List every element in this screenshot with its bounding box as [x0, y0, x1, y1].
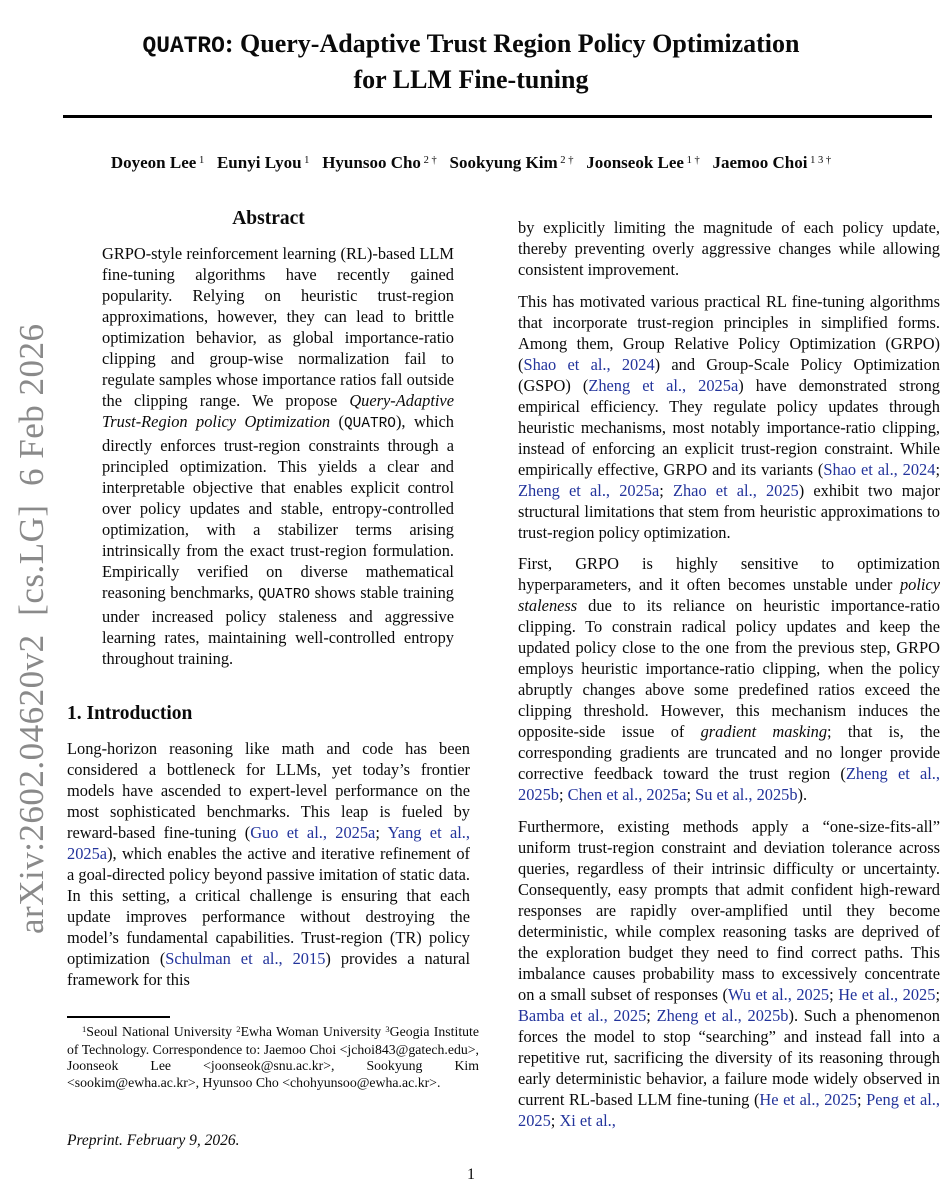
text-segment: ; [646, 1005, 657, 1025]
text-segment: QUATRO [258, 587, 311, 603]
text-segment: ) provides a natural framework for this [67, 949, 470, 989]
text-segment: ; [659, 480, 673, 500]
preprint-date-note: Preprint. February 9, 2026. [67, 1132, 240, 1149]
text-segment [309, 153, 322, 172]
abstract-body [102, 243, 454, 669]
text-segment: 3 [385, 1023, 390, 1034]
text-segment: Doyeon Lee [110, 153, 197, 172]
text-segment: Long-horizon reasoning like math and code has been considered a bottleneck for LLMs, yet today’s frontier models have ascended to expert-level performance on the most sophisticated benchmarks. This leap is fueled by reward-based fine-tuning ( [67, 739, 470, 842]
citation-link[interactable]: Zheng et al., 2025b [656, 1005, 789, 1025]
text-segment: 1 [196, 154, 205, 166]
text-segment: ; [686, 785, 696, 804]
text-segment: Query-Adaptive Trust-Region policy Optimization [102, 391, 454, 431]
text-segment: ; [935, 459, 941, 479]
text-segment: QUATRO [344, 416, 396, 432]
paper-title-line2: for LLM Fine-tuning [353, 65, 589, 94]
author-list [0, 153, 942, 173]
text-segment: Joonseok Lee [586, 153, 684, 172]
text-segment: This has motivated various practical RL fine-tuning algorithms that incorporate trust-region principles in simplified forms. Among them, Group Relative Policy Optimization (GRPO) ( [518, 291, 940, 374]
text-segment [204, 153, 217, 172]
text-segment: : Query-Adaptive Trust Region Policy Optimization [224, 29, 800, 58]
citation-link[interactable]: Shao et al., 2024 [523, 354, 655, 374]
text-segment [437, 153, 450, 172]
text-segment: ; that is, the corresponding gradients are truncated and no longer provide corrective feedback toward the trust region ( [518, 722, 940, 783]
arxiv-watermark: arXiv:2602.04620v2 [cs.LG] 6 Feb 2026 [12, 323, 51, 934]
citation-link[interactable]: Xi et al., [559, 1110, 616, 1130]
footnote-block [67, 1016, 479, 1091]
citation-link[interactable]: Wu et al., 2025 [727, 984, 830, 1004]
text-segment: policy staleness [518, 575, 940, 615]
citation-link[interactable]: Su et al., 2025b [695, 785, 798, 804]
section-heading-introduction: 1. Introduction [67, 703, 193, 724]
text-segment: ). [797, 785, 808, 804]
text-segment: ), which enables the active and iterative refinement of a goal-directed policy beyond passive imitation of static data. In this setting, a critical challenge is ensuring that each update improves performance without destroying the model’s fundamental capabilities. Trust-region (TR) policy optimization ( [67, 844, 470, 968]
citation-link[interactable]: Chen et al., 2025a [567, 785, 687, 804]
text-segment: Seoul National University [86, 1024, 237, 1039]
text-segment: Eunyi Lyou [216, 153, 302, 172]
text-segment: ), which directly enforces trust-region constraints through a principled optimization. This yields a clear and interpretable objective that enables explicit control over policy updates and stable, entropy-controlled optimization, with a stabilizer terms arising intrinsically from the exact trust-region formulation. Empirically verified on diverse mathematical reasoning benchmarks, [102, 412, 454, 602]
paragraph [518, 553, 940, 805]
text-segment: Hyunsoo Cho [322, 153, 421, 172]
text-segment: 1 † [683, 154, 700, 166]
footnote-rule [67, 1016, 170, 1018]
title-divider-rule [63, 115, 932, 118]
citation-link[interactable]: Schulman et al., 2015 [165, 949, 326, 968]
text-segment: ) and Group-Scale Policy Optimization (GSPO) ( [518, 354, 940, 395]
text-segment: shows stable training under increased policy staleness and aggressive learning rates, maintaining well-controlled entropy throughout training. [102, 583, 454, 668]
citation-link[interactable]: He et al., 2025 [759, 1089, 857, 1109]
text-segment: QUATRO [142, 33, 225, 59]
text-segment [700, 153, 713, 172]
abstract-heading: Abstract [232, 208, 305, 229]
footnote-text [67, 1024, 479, 1091]
left-column [67, 208, 470, 990]
text-segment: 1 3 † [807, 154, 832, 166]
text-segment: Jaemoo Choi [712, 153, 808, 172]
text-segment: ; [935, 984, 940, 1004]
text-segment: GRPO-style reinforcement learning (RL)-based LLM fine-tuning algorithms have recently gained popularity. Relying on heuristic trust-region approximations, however, they can lead to brittle optimization behavior, as global importance-ratio clipping and group-wise normalization fail to regulate samples whose importance ratios fall outside the clipping range. We propose [102, 244, 454, 410]
citation-link[interactable]: Peng et al., 2025 [518, 1089, 940, 1130]
text-segment: ; [558, 785, 568, 804]
text-segment: ) have demonstrated strong empirical efficiency. They regulate policy updates through heuristic mechanisms, most notably importance-ratio clipping, instead of enforcing an explicit trust-region constraint. While empirically effective, GRPO and its variants ( [518, 375, 940, 479]
citation-link[interactable]: Shao et al., 2024 [823, 459, 936, 479]
text-segment [573, 153, 586, 172]
right-column [518, 217, 940, 1141]
text-segment: ) exhibit two major structural limitations that stem from heuristic approximations to trust-region policy optimization. [518, 480, 941, 542]
introduction-body [67, 738, 470, 990]
text-segment: 1 [301, 154, 310, 166]
text-segment: ; [829, 984, 839, 1004]
paragraph [518, 816, 940, 1131]
text-segment: First, GRPO is highly sensitive to optimization hyperparameters, and it often becomes unstable under [518, 554, 940, 594]
text-segment: by explicitly limiting the magnitude of each policy update, thereby preventing overly aggressive changes while allowing consistent improvement. [518, 218, 940, 279]
text-segment: ). Such a phenomenon forces the model to stop “searching” and instead fall into a repetitive rut, sacrificing the diversity of its reasoning through early deterministic behavior, a failure mode widely observed in current RL-based LLM fine-tuning ( [518, 1005, 940, 1109]
paragraph [518, 291, 940, 543]
text-segment: 2 [236, 1023, 241, 1034]
citation-link[interactable]: Bamba et al., 2025 [518, 1005, 647, 1025]
paper-title [0, 27, 942, 97]
text-segment: Ewha Woman University [240, 1024, 386, 1039]
text-segment: 2 † [557, 154, 574, 166]
citation-link[interactable]: Yang et al., 2025a [67, 823, 470, 863]
text-segment: Furthermore, existing methods apply a “one-size-fits-all” uniform trust-region constraint and deviation tolerance across queries, regardless of their intrinsic difficulty or uncertainty. Consequently, easy prompts that admit confident high-reward responses are rapidly over-amplified until they become deterministic, while complex reasoning tasks are deprived of the exploration budget they need to find correct paths. This imbalance causes probability mass to excessively concentrate on a small subset of responses ( [518, 816, 940, 1004]
paragraph [518, 217, 940, 280]
text-segment: ; [550, 1110, 560, 1130]
citation-link[interactable]: He et al., 2025 [838, 984, 936, 1004]
citation-link[interactable]: Zheng et al., 2025a [588, 375, 739, 395]
text-segment: gradient masking [700, 722, 828, 741]
citation-link[interactable]: Zheng et al., 2025b [518, 764, 940, 804]
text-segment: ( [330, 412, 345, 431]
text-segment: ; [375, 823, 388, 842]
paper-title-line1 [0, 27, 942, 63]
page-number: 1 [467, 1166, 475, 1183]
text-segment: 1 [82, 1023, 87, 1034]
text-segment: due to its reliance on heuristic importance-ratio clipping. To constrain radical policy updates and keep the updated policy close to the one from the previous step, GRPO employs heuristic importance-ratio clipping, when the policy abruptly changes above some predefined ratios exceed the clipping threshold. However, this mechanism induces the opposite-side issue of [518, 596, 940, 741]
citation-link[interactable]: Zheng et al., 2025a [518, 480, 660, 500]
text-segment: ; [856, 1089, 867, 1109]
citation-link[interactable]: Guo et al., 2025a [250, 823, 376, 842]
text-segment: Sookyung Kim [449, 153, 558, 172]
text-segment: Geogia Institute of Technology. Correspondence to: Jaemoo Choi <jchoi843@gatech.edu>, Joonseok Lee <joonseok@snu.ac.kr>, Sookyung Kim <sookim@ewha.ac.kr>, Hyunsoo Cho <chohyunsoo@ewha.ac.kr>. [67, 1024, 480, 1090]
citation-link[interactable]: Zhao et al., 2025 [672, 480, 799, 500]
text-segment: 2 † [420, 154, 437, 166]
